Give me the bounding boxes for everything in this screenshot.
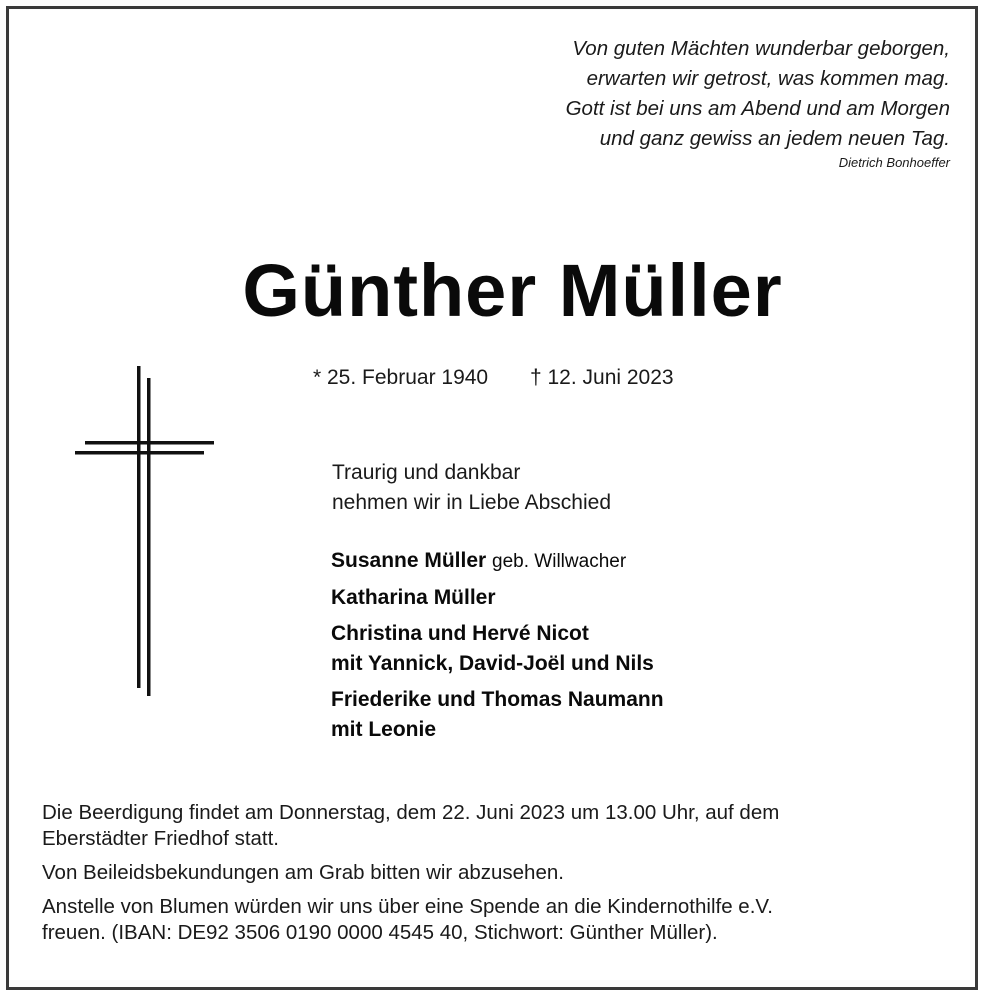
donation-notice [42,894,947,946]
bonhoeffer-quote [566,34,950,154]
mourners-list [331,546,664,751]
quote-line: Gott ist bei uns am Abend und am Morgen [565,97,950,120]
birth-date: * 25. Februar 1940 [313,366,489,389]
life-dates [313,366,674,390]
funeral-notice [42,800,947,852]
mourner-name: Friederike und Thomas Naumann [331,688,664,711]
latin-cross-icon [74,366,216,696]
mourner-entry [331,619,664,679]
funeral-notice-line: Die Beerdigung findet am Donnerstag, dem 22. Juni 2023 um 13.00 Uhr, auf dem [42,801,780,824]
quote-author: Dietrich Bonhoeffer [838,155,950,170]
farewell-text [332,458,611,518]
donation-notice-line: Anstelle von Blumen würden wir uns über eine Spende an die Kindernothilfe e.V. [42,895,773,918]
donation-notice-line: freuen. (IBAN: DE92 3506 0190 0000 4545 40, Stichwort: Günther Müller). [42,921,718,944]
mourner-entry [331,685,664,745]
maiden-name-note: geb. Willwacher [492,551,627,572]
mourner-entry [331,546,664,577]
farewell-line: nehmen wir in Liebe Abschied [332,491,612,514]
quote-line: erwarten wir getrost, was kommen mag. [586,67,950,90]
mourner-entry [331,583,664,613]
mourner-children: mit Leonie [331,718,437,741]
funeral-information [42,800,947,954]
death-date: † 12. Juni 2023 [529,366,674,389]
quote-line: und ganz gewiss an jedem neuen Tag. [599,127,950,150]
mourner-name: Katharina Müller [331,586,496,609]
mourner-name: Christina und Hervé Nicot [331,622,589,645]
mourner-name: Susanne Müller [331,549,487,572]
quote-line: Von guten Mächten wunderbar geborgen, [572,37,950,60]
farewell-line: Traurig und dankbar [332,461,521,484]
deceased-name: Günther Müller [242,249,783,332]
condolence-notice [42,860,947,886]
funeral-notice-line: Eberstädter Friedhof statt. [42,827,280,850]
condolence-notice-line: Von Beileidsbekundungen am Grab bitten wir abzusehen. [42,861,564,884]
mourner-children: mit Yannick, David-Joël und Nils [331,652,654,675]
